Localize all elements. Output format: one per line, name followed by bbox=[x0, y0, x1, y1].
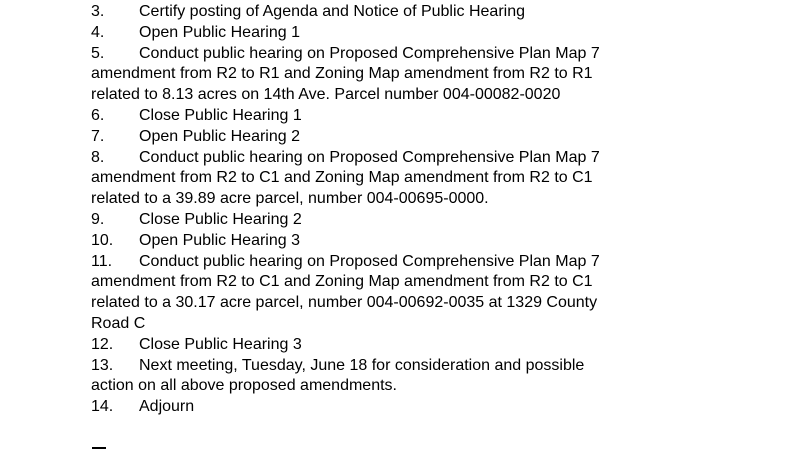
item-text: Open Public Hearing 2 bbox=[139, 127, 300, 145]
item-line: amendment from R2 to R1 and Zoning Map amendment from R2 to R1 bbox=[91, 65, 593, 83]
agenda-item-12 bbox=[91, 335, 731, 356]
item-text: Adjourn bbox=[139, 398, 195, 416]
item-number: 6. bbox=[91, 106, 105, 124]
item-line bbox=[91, 148, 731, 169]
item-line: related to a 39.89 acre parcel, number 004-00695-0000. bbox=[91, 190, 489, 208]
item-line bbox=[91, 356, 731, 377]
agenda-list bbox=[91, 2, 731, 418]
item-number: 4. bbox=[91, 23, 105, 41]
agenda-item-7 bbox=[91, 127, 731, 148]
agenda-item-14 bbox=[91, 397, 731, 418]
item-number: 3. bbox=[91, 3, 105, 20]
item-number: 12. bbox=[91, 335, 114, 353]
cut-off-text-fragment bbox=[92, 447, 106, 449]
item-number: 9. bbox=[91, 210, 105, 228]
item-line: amendment from R2 to C1 and Zoning Map amendment from R2 to C1 bbox=[91, 273, 593, 291]
agenda-item-4 bbox=[91, 23, 731, 44]
item-line bbox=[91, 252, 731, 273]
item-text: Close Public Hearing 2 bbox=[139, 210, 302, 228]
item-line: amendment from R2 to C1 and Zoning Map amendment from R2 to C1 bbox=[91, 169, 593, 187]
item-number: 13. bbox=[91, 356, 114, 374]
item-number: 7. bbox=[91, 127, 105, 145]
item-number: 11. bbox=[91, 252, 113, 270]
item-number: 5. bbox=[91, 44, 105, 62]
item-text: Conduct public hearing on Proposed Comprehensive Plan Map 7 bbox=[139, 252, 600, 270]
item-text: Conduct public hearing on Proposed Comprehensive Plan Map 7 bbox=[139, 148, 600, 166]
agenda-item-13 bbox=[91, 356, 731, 398]
item-line: related to 8.13 acres on 14th Ave. Parcel number 004-00082-0020 bbox=[91, 86, 561, 104]
item-text: Close Public Hearing 1 bbox=[139, 106, 302, 124]
item-text: Open Public Hearing 3 bbox=[139, 231, 300, 249]
item-number: 10. bbox=[91, 231, 114, 249]
item-number: 8. bbox=[91, 148, 105, 166]
item-line: Road C bbox=[91, 314, 146, 332]
agenda-item-9 bbox=[91, 210, 731, 231]
agenda-item-6 bbox=[91, 106, 731, 127]
item-text: Certify posting of Agenda and Notice of Public Hearing bbox=[139, 3, 526, 20]
item-line bbox=[91, 44, 731, 65]
agenda-item-8 bbox=[91, 148, 731, 210]
item-line: related to a 30.17 acre parcel, number 004-00692-0035 at 1329 County bbox=[91, 294, 598, 312]
item-line: action on all above proposed amendments. bbox=[91, 377, 397, 395]
item-text: Open Public Hearing 1 bbox=[139, 23, 300, 41]
item-text: Conduct public hearing on Proposed Comprehensive Plan Map 7 bbox=[139, 44, 600, 62]
agenda-item-5 bbox=[91, 44, 731, 106]
item-number: 14. bbox=[91, 398, 114, 416]
item-text: Next meeting, Tuesday, June 18 for consideration and possible bbox=[139, 356, 585, 374]
agenda-item-11 bbox=[91, 252, 731, 335]
agenda-item-10 bbox=[91, 231, 731, 252]
agenda-item-3 bbox=[91, 2, 731, 23]
item-text: Close Public Hearing 3 bbox=[139, 335, 302, 353]
